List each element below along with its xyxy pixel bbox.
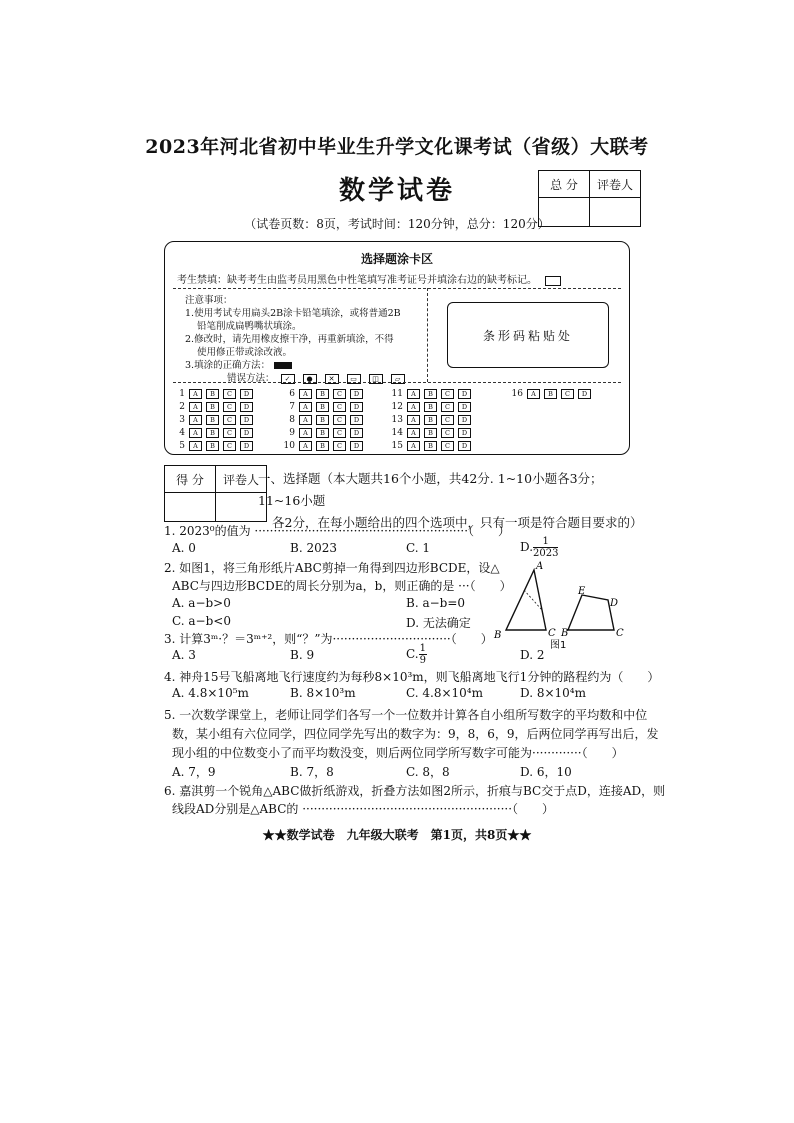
option-c[interactable]: C bbox=[223, 402, 236, 412]
option-c[interactable]: C bbox=[333, 441, 346, 451]
option-c[interactable]: C bbox=[561, 389, 574, 399]
question-5: 5. 一次数学课堂上，老师让同学们各写一个一位数并计算各自小组所写数字的平均数和中位 bbox=[164, 708, 648, 722]
option-c[interactable]: C bbox=[333, 428, 346, 438]
question-1: 1. 2023⁰的值为 ························································（ ） bbox=[164, 524, 511, 538]
option-b[interactable]: B bbox=[206, 428, 219, 438]
q1-option-a: A. 0 bbox=[172, 541, 196, 555]
option-a[interactable]: A bbox=[189, 415, 202, 425]
label-e: E bbox=[578, 586, 586, 597]
option-b[interactable]: B bbox=[424, 441, 437, 451]
wrong-methods: 错误方法： ✓ ● ✕ ▭ ◫ ▱ bbox=[185, 372, 425, 385]
answer-card bbox=[164, 241, 630, 455]
option-a[interactable]: A bbox=[407, 402, 420, 412]
question-5-cont: 数，某小组有六位同学，四位同学先写出的数字为：9，8，6，9，后两位同学再写出后，发 bbox=[172, 727, 659, 741]
q3-option-c: C. $\frac{1}{9}$ bbox=[406, 643, 426, 666]
option-b[interactable]: B bbox=[206, 389, 219, 399]
option-d[interactable]: D bbox=[458, 428, 471, 438]
q2-option-c: C. a−b<0 bbox=[172, 614, 231, 628]
grader-label: 评卷人 bbox=[216, 466, 267, 493]
label-a: A bbox=[536, 561, 544, 572]
figure-1-caption: 图1 bbox=[550, 640, 567, 651]
cross-mark-icon: ✕ bbox=[325, 374, 339, 384]
page-footer: ★★数学试卷 九年级大联考 第1页，共8页★★ bbox=[262, 828, 532, 842]
answer-column-4 bbox=[507, 388, 595, 401]
option-a[interactable]: A bbox=[407, 428, 420, 438]
answer-row[interactable]: 8 A B C D bbox=[279, 414, 367, 427]
answer-column-1 bbox=[169, 388, 257, 453]
option-b[interactable]: B bbox=[544, 389, 557, 399]
option-d[interactable]: D bbox=[240, 415, 253, 425]
q5-option-d: D. 6，10 bbox=[520, 765, 572, 779]
card-notes: 注意事项： 1.使用考试专用扁头2B涂卡铅笔填涂，或将普通2B 铅笔削成扁鸭嘴状填涂。 2.修改时，请先用橡皮擦干净，再重新填涂，不得 使用修正带或涂改液。 3.填涂的正确方法： 错误方法： ✓ ● ✕ ▭ ◫ ▱ bbox=[185, 294, 425, 385]
check-mark-icon: ✓ bbox=[281, 374, 295, 384]
paper-subtitle: 数学试卷 bbox=[338, 176, 455, 206]
option-a[interactable]: A bbox=[189, 402, 202, 412]
barcode-area: 条形码粘贴处 bbox=[447, 302, 609, 368]
answer-row[interactable]: 1 A B C D bbox=[169, 388, 257, 401]
option-b[interactable]: B bbox=[424, 428, 437, 438]
option-c[interactable]: C bbox=[333, 415, 346, 425]
label-b2: B bbox=[561, 628, 569, 639]
dot-mark-icon: ● bbox=[303, 374, 317, 384]
total-label: 总 分 bbox=[539, 171, 590, 198]
option-d[interactable]: D bbox=[458, 441, 471, 451]
option-c[interactable]: C bbox=[441, 389, 454, 399]
q3-option-d: D. 2 bbox=[520, 648, 545, 662]
answer-row[interactable]: 5 A B C D bbox=[169, 440, 257, 453]
exam-title: 2023年河北省初中毕业生升学文化课考试（省级）大联考 bbox=[145, 136, 649, 158]
answer-row[interactable]: 6 A B C D bbox=[279, 388, 367, 401]
label-c2: C bbox=[616, 628, 624, 639]
correct-method: 3.填涂的正确方法： bbox=[185, 359, 425, 372]
score-label: 得 分 bbox=[165, 466, 216, 493]
answer-column-2 bbox=[279, 388, 367, 453]
option-b[interactable]: B bbox=[424, 402, 437, 412]
question-2: 2. 如图1，将三角形纸片ABC剪掉一角得到四边形BCDE，设△ bbox=[164, 561, 500, 575]
quadrilateral-bcde bbox=[568, 595, 614, 630]
option-c[interactable]: C bbox=[333, 402, 346, 412]
total-score-table bbox=[538, 170, 641, 227]
fraction: $\frac{1}{2023}$ bbox=[533, 536, 559, 559]
option-c[interactable]: C bbox=[223, 428, 236, 438]
option-a[interactable]: A bbox=[189, 389, 202, 399]
q5-option-a: A. 7，9 bbox=[172, 765, 216, 779]
option-d[interactable]: D bbox=[458, 415, 471, 425]
option-d[interactable]: D bbox=[350, 415, 363, 425]
line-mark-icon: ▭ bbox=[347, 374, 361, 384]
triangle-abc bbox=[506, 570, 546, 630]
answer-row[interactable]: 14 A B C D bbox=[387, 427, 475, 440]
answer-row[interactable]: 9 A B C D bbox=[279, 427, 367, 440]
answer-row[interactable]: 2 A B C D bbox=[169, 401, 257, 414]
option-b[interactable]: B bbox=[206, 402, 219, 412]
section-score-table bbox=[164, 465, 267, 522]
option-a[interactable]: A bbox=[299, 441, 312, 451]
option-b[interactable]: B bbox=[316, 415, 329, 425]
card-title: 选择题涂卡区 bbox=[360, 252, 433, 266]
q2-option-d: D. 无法确定 bbox=[406, 616, 471, 630]
answer-row[interactable]: 3 A B C D bbox=[169, 414, 257, 427]
option-a[interactable]: A bbox=[407, 389, 420, 399]
q1-option-b: B. 2023 bbox=[290, 541, 337, 555]
option-b[interactable]: B bbox=[424, 389, 437, 399]
divider-vertical bbox=[427, 288, 428, 382]
q1-option-d: D. $\frac{1}{2023}$ bbox=[520, 536, 559, 559]
q4-option-c: C. 4.8×10⁴m bbox=[406, 686, 483, 700]
option-d[interactable]: D bbox=[350, 428, 363, 438]
option-d[interactable]: D bbox=[458, 389, 471, 399]
option-a[interactable]: A bbox=[189, 428, 202, 438]
q4-option-a: A. 4.8×10⁵m bbox=[172, 686, 249, 700]
answer-row[interactable]: 12 A B C D bbox=[387, 401, 475, 414]
filled-mark-icon bbox=[274, 362, 292, 369]
answer-row[interactable]: 7 A B C D bbox=[279, 401, 367, 414]
question-3: 3. 计算3ᵐ·？＝3ᵐ⁺²，则“？”为·······························（ ） bbox=[164, 632, 493, 646]
q5-option-b: B. 7，8 bbox=[290, 765, 334, 779]
absent-mark-box[interactable] bbox=[545, 276, 561, 286]
label-b: B bbox=[494, 630, 502, 641]
q5-option-c: C. 8，8 bbox=[406, 765, 450, 779]
question-5-cont: 现小组的中位数变小了而平均数没变，则后两位同学所写数字可能为·············（ ） bbox=[172, 746, 624, 760]
half-mark-icon: ◫ bbox=[369, 374, 383, 384]
option-c[interactable]: C bbox=[223, 415, 236, 425]
label-d: D bbox=[610, 598, 619, 609]
q1-option-c: C. 1 bbox=[406, 541, 431, 555]
option-c[interactable]: C bbox=[441, 441, 454, 451]
slash-mark-icon: ▱ bbox=[391, 374, 405, 384]
option-c[interactable]: C bbox=[333, 389, 346, 399]
option-a[interactable]: A bbox=[407, 441, 420, 451]
option-b[interactable]: B bbox=[316, 428, 329, 438]
q2-option-a: A. a−b>0 bbox=[172, 596, 231, 610]
label-c: C bbox=[548, 628, 556, 639]
option-a[interactable]: A bbox=[299, 402, 312, 412]
option-a[interactable]: A bbox=[299, 415, 312, 425]
answer-row[interactable]: 16 A B C D bbox=[507, 388, 595, 401]
q3-option-a: A. 3 bbox=[172, 648, 196, 662]
option-c[interactable]: C bbox=[441, 415, 454, 425]
option-b[interactable]: B bbox=[424, 415, 437, 425]
exam-info: （试卷页数：8页，考试时间：120分钟，总分：120分） bbox=[244, 217, 550, 231]
answer-row[interactable]: 15 A B C D bbox=[387, 440, 475, 453]
option-c[interactable]: C bbox=[441, 428, 454, 438]
divider bbox=[173, 288, 621, 289]
question-4: 4. 神舟15号飞船离地飞行速度约为每秒8×10³m，则飞船离地飞行1分钟的路程约为（ ） bbox=[164, 670, 660, 684]
section-heading: 一、选择题（本大题共16个小题，共42分. 1~10小题各3分；11~16小题 各2分，在每小题给出的四个选项中，只有一项是符合题目要求的） bbox=[258, 471, 643, 530]
option-a[interactable]: A bbox=[189, 441, 202, 451]
option-b[interactable]: B bbox=[206, 441, 219, 451]
divider bbox=[173, 382, 621, 383]
option-d[interactable]: D bbox=[240, 389, 253, 399]
q3-option-b: B. 9 bbox=[290, 648, 315, 662]
option-a[interactable]: A bbox=[299, 389, 312, 399]
option-a[interactable]: A bbox=[299, 428, 312, 438]
option-d[interactable]: D bbox=[458, 402, 471, 412]
option-d[interactable]: D bbox=[350, 389, 363, 399]
answer-row[interactable]: 13 A B C D bbox=[387, 414, 475, 427]
grader-cell[interactable] bbox=[590, 198, 641, 227]
absent-note: 考生禁填：缺考考生由监考员用黑色中性笔填写准考证号并填涂右边的缺考标记。 bbox=[177, 271, 561, 286]
answer-row[interactable]: 10 A B C D bbox=[279, 440, 367, 453]
option-d[interactable]: D bbox=[350, 441, 363, 451]
option-d[interactable]: D bbox=[240, 402, 253, 412]
figure-1 bbox=[490, 560, 630, 652]
option-b[interactable]: B bbox=[316, 402, 329, 412]
option-d[interactable]: D bbox=[578, 389, 591, 399]
q2-option-b: B. a−b=0 bbox=[406, 596, 466, 610]
q4-option-b: B. 8×10³m bbox=[290, 686, 356, 700]
question-6: 6. 嘉淇剪一个锐角△ABC做折纸游戏，折叠方法如图2所示，折痕与BC交于点D，连接AD，则 bbox=[164, 784, 666, 798]
option-c[interactable]: C bbox=[223, 389, 236, 399]
answer-row[interactable]: 11 A B C D bbox=[387, 388, 475, 401]
option-c[interactable]: C bbox=[223, 441, 236, 451]
option-b[interactable]: B bbox=[316, 441, 329, 451]
option-a[interactable]: A bbox=[527, 389, 540, 399]
option-b[interactable]: B bbox=[206, 415, 219, 425]
grader-label: 评卷人 bbox=[590, 171, 641, 198]
q4-option-d: D. 8×10⁴m bbox=[520, 686, 586, 700]
option-d[interactable]: D bbox=[240, 441, 253, 451]
fraction: $\frac{1}{9}$ bbox=[419, 643, 426, 666]
option-c[interactable]: C bbox=[441, 402, 454, 412]
answer-row[interactable]: 4 A B C D bbox=[169, 427, 257, 440]
question-6-cont: 线段AD分别是△ABC的 ·······················································（ ） bbox=[172, 802, 555, 816]
option-d[interactable]: D bbox=[240, 428, 253, 438]
score-cell[interactable] bbox=[165, 493, 216, 522]
total-cell[interactable] bbox=[539, 198, 590, 227]
answer-column-3 bbox=[387, 388, 475, 453]
option-b[interactable]: B bbox=[316, 389, 329, 399]
question-2-cont: ABC与四边形BCDE的周长分别为a，b，则正确的是 ···（ ） bbox=[172, 579, 512, 593]
option-d[interactable]: D bbox=[350, 402, 363, 412]
option-a[interactable]: A bbox=[407, 415, 420, 425]
